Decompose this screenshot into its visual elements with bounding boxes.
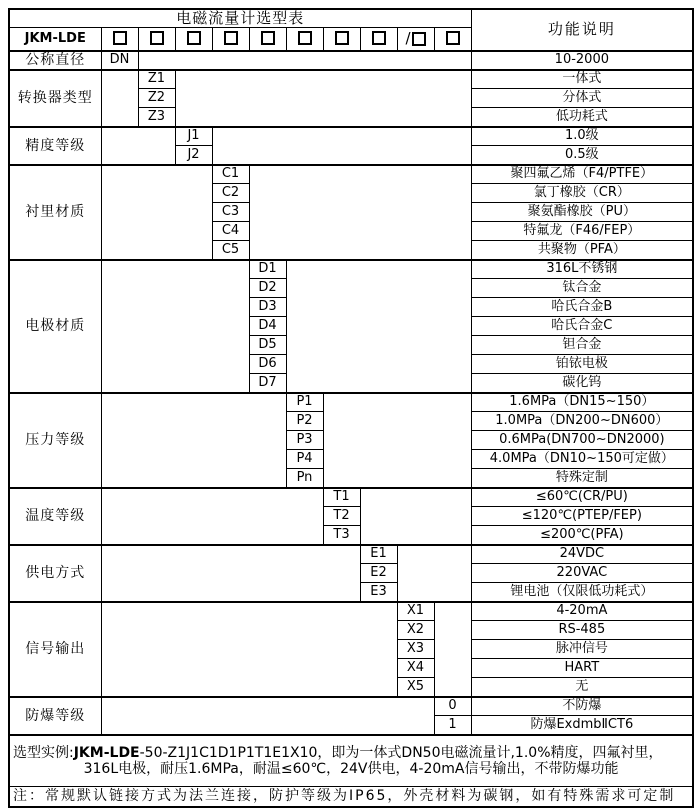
checkbox-cell bbox=[175, 28, 212, 51]
code-cell-explosion-proof-rating-1: 1 bbox=[434, 716, 471, 735]
desc-cell-signal-output-X3: 脉冲信号 bbox=[471, 640, 693, 659]
spacer-left-signal-output bbox=[101, 602, 397, 697]
checkbox-cell bbox=[323, 28, 360, 51]
checkbox-cell bbox=[434, 28, 471, 51]
spacer-right-temperature-rating bbox=[360, 488, 471, 545]
code-cell-electrode-material-D4: D4 bbox=[249, 317, 286, 336]
spacer-left-electrode-material bbox=[101, 260, 249, 393]
option-row bbox=[9, 488, 693, 507]
code-cell-signal-output-X1: X1 bbox=[397, 602, 434, 621]
spacer-right-nominal-diameter bbox=[138, 51, 471, 70]
code-cell-converter-type-Z3: Z3 bbox=[138, 108, 175, 127]
checkbox-cell bbox=[138, 28, 175, 51]
category-label-converter-type: 转换器类型 bbox=[9, 70, 101, 127]
desc-cell-power-supply-E1: 24VDC bbox=[471, 545, 693, 564]
checkbox-icon bbox=[298, 31, 312, 45]
checkbox-icon bbox=[412, 32, 426, 46]
code-cell-liner-material-C3: C3 bbox=[212, 203, 249, 222]
desc-cell-temperature-rating-T1: ≤60℃(CR/PU) bbox=[471, 488, 693, 507]
example-line2: 316L电极，耐压1.6MPa，耐温≤60℃，24V供电，4-20mA信号输出，不带防爆功能 bbox=[83, 760, 619, 777]
desc-cell-converter-type-Z2: 分体式 bbox=[471, 89, 693, 108]
code-cell-electrode-material-D5: D5 bbox=[249, 336, 286, 355]
desc-cell-electrode-material-D3: 哈氏合金B bbox=[471, 298, 693, 317]
category-label-nominal-diameter: 公称直径 bbox=[9, 51, 101, 70]
desc-cell-electrode-material-D6: 铂铱电极 bbox=[471, 355, 693, 374]
code-cell-liner-material-C1: C1 bbox=[212, 165, 249, 184]
code-cell-accuracy-class-J2: J2 bbox=[175, 146, 212, 165]
category-label-accuracy-class: 精度等级 bbox=[9, 127, 101, 165]
spacer-left-explosion-proof-rating bbox=[101, 697, 434, 735]
code-cell-power-supply-E1: E1 bbox=[360, 545, 397, 564]
example-line1 bbox=[13, 745, 689, 761]
checkbox-icon bbox=[335, 31, 349, 45]
desc-cell-electrode-material-D2: 钛合金 bbox=[471, 279, 693, 298]
category-label-power-supply: 供电方式 bbox=[9, 545, 101, 602]
code-cell-electrode-material-D1: D1 bbox=[249, 260, 286, 279]
checkbox-cell bbox=[212, 28, 249, 51]
selection-example bbox=[9, 735, 693, 787]
code-cell-pressure-rating-P2: P2 bbox=[286, 412, 323, 431]
code-cell-temperature-rating-T2: T2 bbox=[323, 507, 360, 526]
code-cell-pressure-rating-P1: P1 bbox=[286, 393, 323, 412]
code-cell-accuracy-class-J1: J1 bbox=[175, 127, 212, 146]
checkbox-icon bbox=[372, 31, 386, 45]
code-cell-nominal-diameter-DN: DN bbox=[101, 51, 138, 70]
category-label-signal-output: 信号输出 bbox=[9, 602, 101, 697]
desc-cell-converter-type-Z3: 低功耗式 bbox=[471, 108, 693, 127]
code-cell-liner-material-C5: C5 bbox=[212, 241, 249, 260]
option-row bbox=[9, 165, 693, 184]
desc-cell-temperature-rating-T3: ≤200℃(PFA) bbox=[471, 526, 693, 545]
desc-cell-explosion-proof-rating-1: 防爆ExdmbⅡCT6 bbox=[471, 716, 693, 735]
desc-cell-liner-material-C4: 特氟龙（F46/FEP） bbox=[471, 222, 693, 241]
desc-cell-nominal-diameter-DN: 10-2000 bbox=[471, 51, 693, 70]
spacer-left-liner-material bbox=[101, 165, 212, 260]
desc-cell-accuracy-class-J1: 1.0级 bbox=[471, 127, 693, 146]
desc-cell-power-supply-E2: 220VAC bbox=[471, 564, 693, 583]
checkbox-cell bbox=[397, 28, 434, 51]
desc-cell-temperature-rating-T2: ≤120℃(PTEP/FEP) bbox=[471, 507, 693, 526]
code-cell-signal-output-X2: X2 bbox=[397, 621, 434, 640]
note-text: 注：常规默认链接方式为法兰连接，防护等级为IP65，外壳材料为碳钢，如有特殊需求可定制 bbox=[9, 786, 693, 807]
code-cell-electrode-material-D2: D2 bbox=[249, 279, 286, 298]
spacer-left-converter-type bbox=[101, 70, 138, 127]
desc-cell-pressure-rating-P4: 4.0MPa（DN10~150可定做） bbox=[471, 450, 693, 469]
checkbox-cell bbox=[286, 28, 323, 51]
code-cell-temperature-rating-T1: T1 bbox=[323, 488, 360, 507]
spacer-left-temperature-rating bbox=[101, 488, 323, 545]
spacer-left-pressure-rating bbox=[101, 393, 286, 488]
category-label-electrode-material: 电极材质 bbox=[9, 260, 101, 393]
code-cell-pressure-rating-Pn: Pn bbox=[286, 469, 323, 488]
checkbox-icon bbox=[446, 31, 460, 45]
code-cell-converter-type-Z2: Z2 bbox=[138, 89, 175, 108]
spacer-left-power-supply bbox=[101, 545, 360, 602]
code-cell-liner-material-C2: C2 bbox=[212, 184, 249, 203]
title-row bbox=[9, 9, 693, 28]
code-cell-converter-type-Z1: Z1 bbox=[138, 70, 175, 89]
desc-cell-liner-material-C5: 共聚物（PFA） bbox=[471, 241, 693, 260]
desc-cell-electrode-material-D7: 碳化钨 bbox=[471, 374, 693, 393]
checkbox-icon bbox=[261, 31, 275, 45]
desc-cell-pressure-rating-P1: 1.6MPa（DN15~150） bbox=[471, 393, 693, 412]
desc-cell-power-supply-E3: 锂电池（仅限低功耗式） bbox=[471, 583, 693, 602]
spacer-right-electrode-material bbox=[286, 260, 471, 393]
category-label-liner-material: 衬里材质 bbox=[9, 165, 101, 260]
desc-cell-liner-material-C1: 聚四氟乙烯（F4/PTFE） bbox=[471, 165, 693, 184]
option-row bbox=[9, 697, 693, 716]
code-cell-electrode-material-D6: D6 bbox=[249, 355, 286, 374]
spacer-right-accuracy-class bbox=[212, 127, 471, 165]
code-cell-liner-material-C4: C4 bbox=[212, 222, 249, 241]
checkbox-cell bbox=[101, 28, 138, 51]
desc-cell-converter-type-Z1: 一体式 bbox=[471, 70, 693, 89]
category-label-temperature-rating: 温度等级 bbox=[9, 488, 101, 545]
desc-cell-signal-output-X2: RS-485 bbox=[471, 621, 693, 640]
example-text-rest: -50-Z1J1C1D1P1T1E1X10，即为一体式DN50电磁流量计,1.0%精度，四氟衬里， bbox=[139, 744, 663, 761]
example-row bbox=[9, 735, 693, 787]
code-cell-electrode-material-D3: D3 bbox=[249, 298, 286, 317]
code-cell-power-supply-E2: E2 bbox=[360, 564, 397, 583]
desc-cell-signal-output-X4: HART bbox=[471, 659, 693, 678]
code-cell-signal-output-X5: X5 bbox=[397, 678, 434, 697]
spacer-left-accuracy-class bbox=[101, 127, 175, 165]
option-row bbox=[9, 602, 693, 621]
option-row bbox=[9, 70, 693, 89]
spacer-right-liner-material bbox=[249, 165, 471, 260]
note-row bbox=[9, 786, 693, 807]
desc-cell-pressure-rating-P3: 0.6MPa(DN700~DN2000) bbox=[471, 431, 693, 450]
code-cell-pressure-rating-P3: P3 bbox=[286, 431, 323, 450]
slash-separator: / bbox=[405, 29, 411, 48]
desc-cell-signal-output-X1: 4-20mA bbox=[471, 602, 693, 621]
desc-cell-electrode-material-D5: 钽合金 bbox=[471, 336, 693, 355]
spacer-right-power-supply bbox=[397, 545, 471, 602]
category-label-pressure-rating: 压力等级 bbox=[9, 393, 101, 488]
checkbox-cell bbox=[249, 28, 286, 51]
code-cell-explosion-proof-rating-0: 0 bbox=[434, 697, 471, 716]
table-title: 电磁流量计选型表 bbox=[9, 9, 471, 28]
function-description-header: 功能说明 bbox=[471, 9, 693, 51]
desc-cell-electrode-material-D4: 哈氏合金C bbox=[471, 317, 693, 336]
desc-cell-explosion-proof-rating-0: 不防爆 bbox=[471, 697, 693, 716]
spacer-right-signal-output bbox=[434, 602, 471, 697]
desc-cell-pressure-rating-Pn: 特殊定制 bbox=[471, 469, 693, 488]
desc-cell-electrode-material-D1: 316L不锈钢 bbox=[471, 260, 693, 279]
checkbox-icon bbox=[224, 31, 238, 45]
desc-cell-liner-material-C3: 聚氨酯橡胶（PU） bbox=[471, 203, 693, 222]
code-cell-signal-output-X3: X3 bbox=[397, 640, 434, 659]
category-label-explosion-proof-rating: 防爆等级 bbox=[9, 697, 101, 735]
desc-cell-pressure-rating-P2: 1.0MPa（DN200~DN600） bbox=[471, 412, 693, 431]
option-row bbox=[9, 127, 693, 146]
spacer-right-pressure-rating bbox=[323, 393, 471, 488]
code-cell-electrode-material-D7: D7 bbox=[249, 374, 286, 393]
desc-cell-liner-material-C2: 氯丁橡胶（CR） bbox=[471, 184, 693, 203]
option-row bbox=[9, 51, 693, 70]
desc-cell-signal-output-X5: 无 bbox=[471, 678, 693, 697]
example-prefix: 选型实例: bbox=[13, 744, 74, 761]
code-cell-temperature-rating-T3: T3 bbox=[323, 526, 360, 545]
code-cell-pressure-rating-P4: P4 bbox=[286, 450, 323, 469]
checkbox-icon bbox=[187, 31, 201, 45]
checkbox-icon bbox=[113, 31, 127, 45]
example-model-code: JKM-LDE bbox=[73, 744, 140, 761]
code-cell-power-supply-E3: E3 bbox=[360, 583, 397, 602]
option-row bbox=[9, 393, 693, 412]
option-row bbox=[9, 260, 693, 279]
option-row bbox=[9, 545, 693, 564]
code-cell-signal-output-X4: X4 bbox=[397, 659, 434, 678]
checkbox-icon bbox=[150, 31, 164, 45]
desc-cell-accuracy-class-J2: 0.5级 bbox=[471, 146, 693, 165]
spacer-right-converter-type bbox=[175, 70, 471, 127]
model-label: JKM-LDE bbox=[9, 28, 101, 51]
selection-table bbox=[8, 8, 694, 808]
checkbox-cell bbox=[360, 28, 397, 51]
